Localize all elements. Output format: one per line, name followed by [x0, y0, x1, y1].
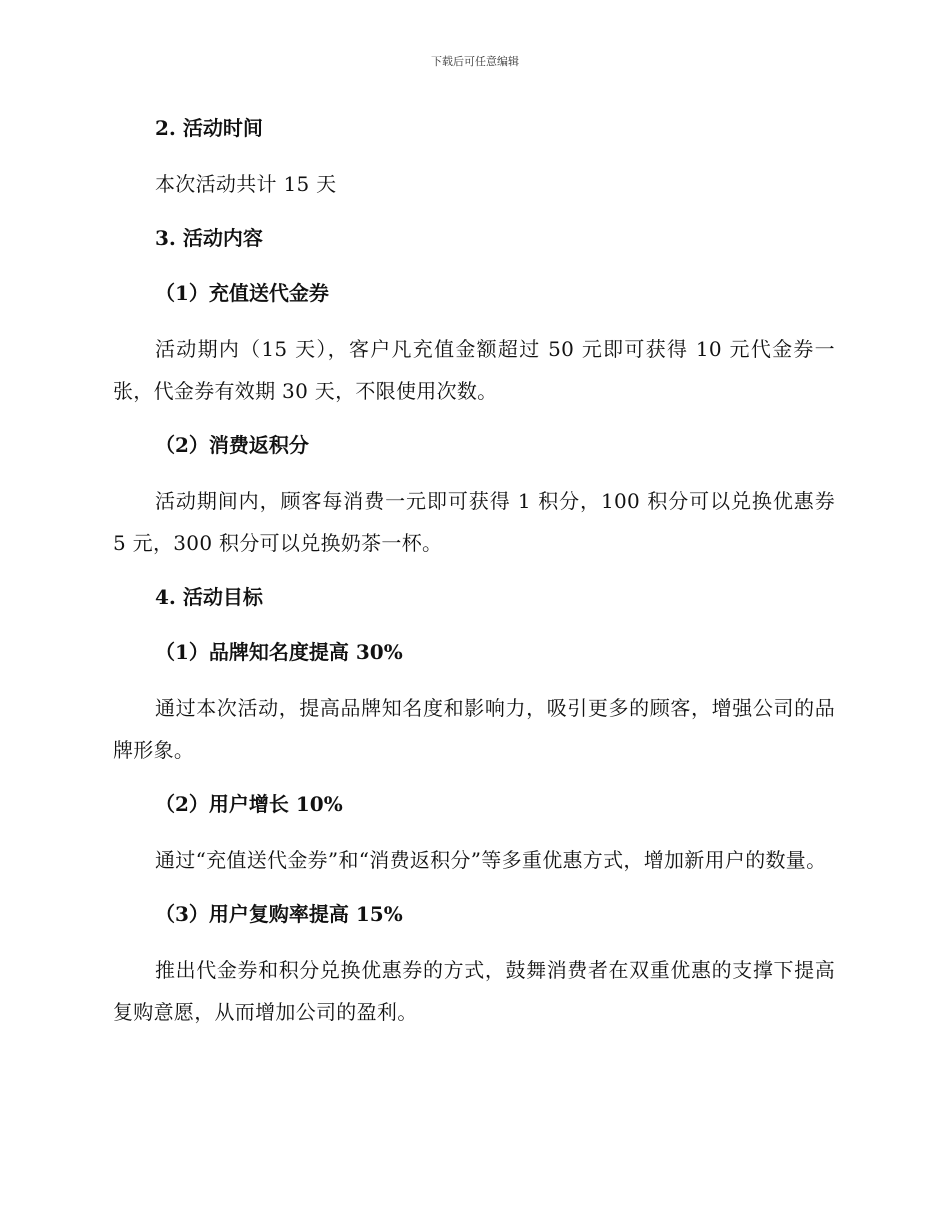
page-header: 下载后可任意编辑 — [431, 55, 519, 68]
section-heading-activity-time: 2. 活动时间 — [155, 116, 263, 140]
section-heading-activity-goals: 4. 活动目标 — [155, 585, 263, 609]
paragraph-brand-awareness: 通过本次活动，提高品牌知名度和影响力，吸引更多的顾客，增强公司的品牌形象。 — [113, 696, 835, 762]
subheading-user-growth: （2）用户增长 10% — [155, 792, 343, 816]
paragraph-repurchase-rate: 推出代金券和积分兑换优惠券的方式，鼓舞消费者在双重优惠的支撑下提高复购意愿，从而增加公司的盈利。 — [113, 958, 835, 1024]
subheading-repurchase-rate: （3）用户复购率提高 15% — [155, 902, 403, 926]
paragraph-recharge-voucher: 活动期内（15 天），客户凡充值金额超过 50 元即可获得 10 元代金券一张，代金券有效期 30 天，不限使用次数。 — [113, 337, 835, 403]
paragraph-user-growth: 通过“充值送代金券”和“消费返积分”等多重优惠方式，增加新用户的数量。 — [155, 848, 827, 872]
subheading-consume-points: （2）消费返积分 — [155, 433, 309, 457]
subheading-brand-awareness: （1）品牌知名度提高 30% — [155, 640, 403, 664]
document-body — [113, 108, 835, 1046]
section-heading-activity-content: 3. 活动内容 — [155, 226, 263, 250]
paragraph-activity-time: 本次活动共计 15 天 — [155, 172, 337, 196]
paragraph-consume-points: 活动期间内，顾客每消费一元即可获得 1 积分，100 积分可以兑换优惠券 5 元，300 积分可以兑换奶茶一杯。 — [113, 489, 835, 555]
subheading-recharge-voucher: （1）充值送代金券 — [155, 281, 329, 305]
